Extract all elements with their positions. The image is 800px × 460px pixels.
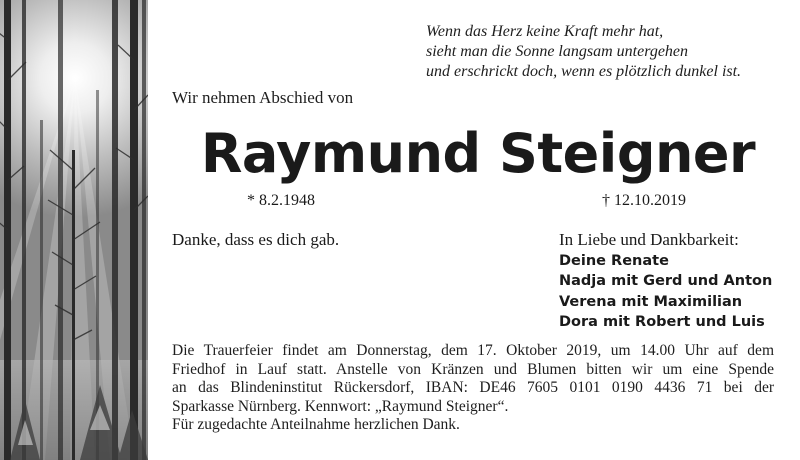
family-member: Nadja mit Gerd und Anton xyxy=(559,273,773,289)
family-member: Dora mit Robert und Luis xyxy=(559,314,765,330)
forest-photo xyxy=(0,0,148,460)
notice-line: Sparkasse Nürnberg. Kennwort: „Raymund Steigner“. xyxy=(172,397,509,415)
notice-line xyxy=(172,361,774,380)
poem-line: sieht man die Sonne langsam untergehen xyxy=(426,43,689,60)
family-member: Verena mit Maximilian xyxy=(559,293,743,310)
poem-line: Wenn das Herz keine Kraft mehr hat, xyxy=(426,23,664,40)
notice-line: Für zugedachte Anteilnahme herzlichen Dank. xyxy=(172,416,460,433)
death-date: † 12.10.2019 xyxy=(602,192,686,209)
thanks-text: Danke, dass es dich gab. xyxy=(172,230,340,249)
deceased-name-text: Raymund Steigner xyxy=(200,122,756,185)
intro-text: Wir nehmen Abschied von xyxy=(172,88,354,107)
notice-line xyxy=(172,379,774,398)
notice-text: an das Blindeninstitut Rückersdorf, IBAN: DE46 7605 0101 0190 4436 71 bei der xyxy=(172,379,774,396)
funeral-notice xyxy=(172,342,774,435)
poem-line: und erschrickt doch, wenn es plötzlich dunkel ist. xyxy=(426,63,742,80)
birth-date: * 8.2.1948 xyxy=(247,192,315,209)
family-member: Deine Renate xyxy=(559,252,669,269)
poem-quote xyxy=(426,22,786,82)
family-heading: In Liebe und Dankbarkeit: xyxy=(559,230,739,249)
deceased-name xyxy=(0,122,800,185)
notice-line xyxy=(172,342,774,361)
notice-text: Friedhof in Lauf statt. Anstelle von Kränzen und Blumen bitten wir um eine Spende xyxy=(172,360,774,378)
family-signature xyxy=(559,230,772,333)
notice-text: Die Trauerfeier findet am Donnerstag, dem 17. Oktober 2019, um 14.00 Uhr auf dem xyxy=(172,342,774,359)
